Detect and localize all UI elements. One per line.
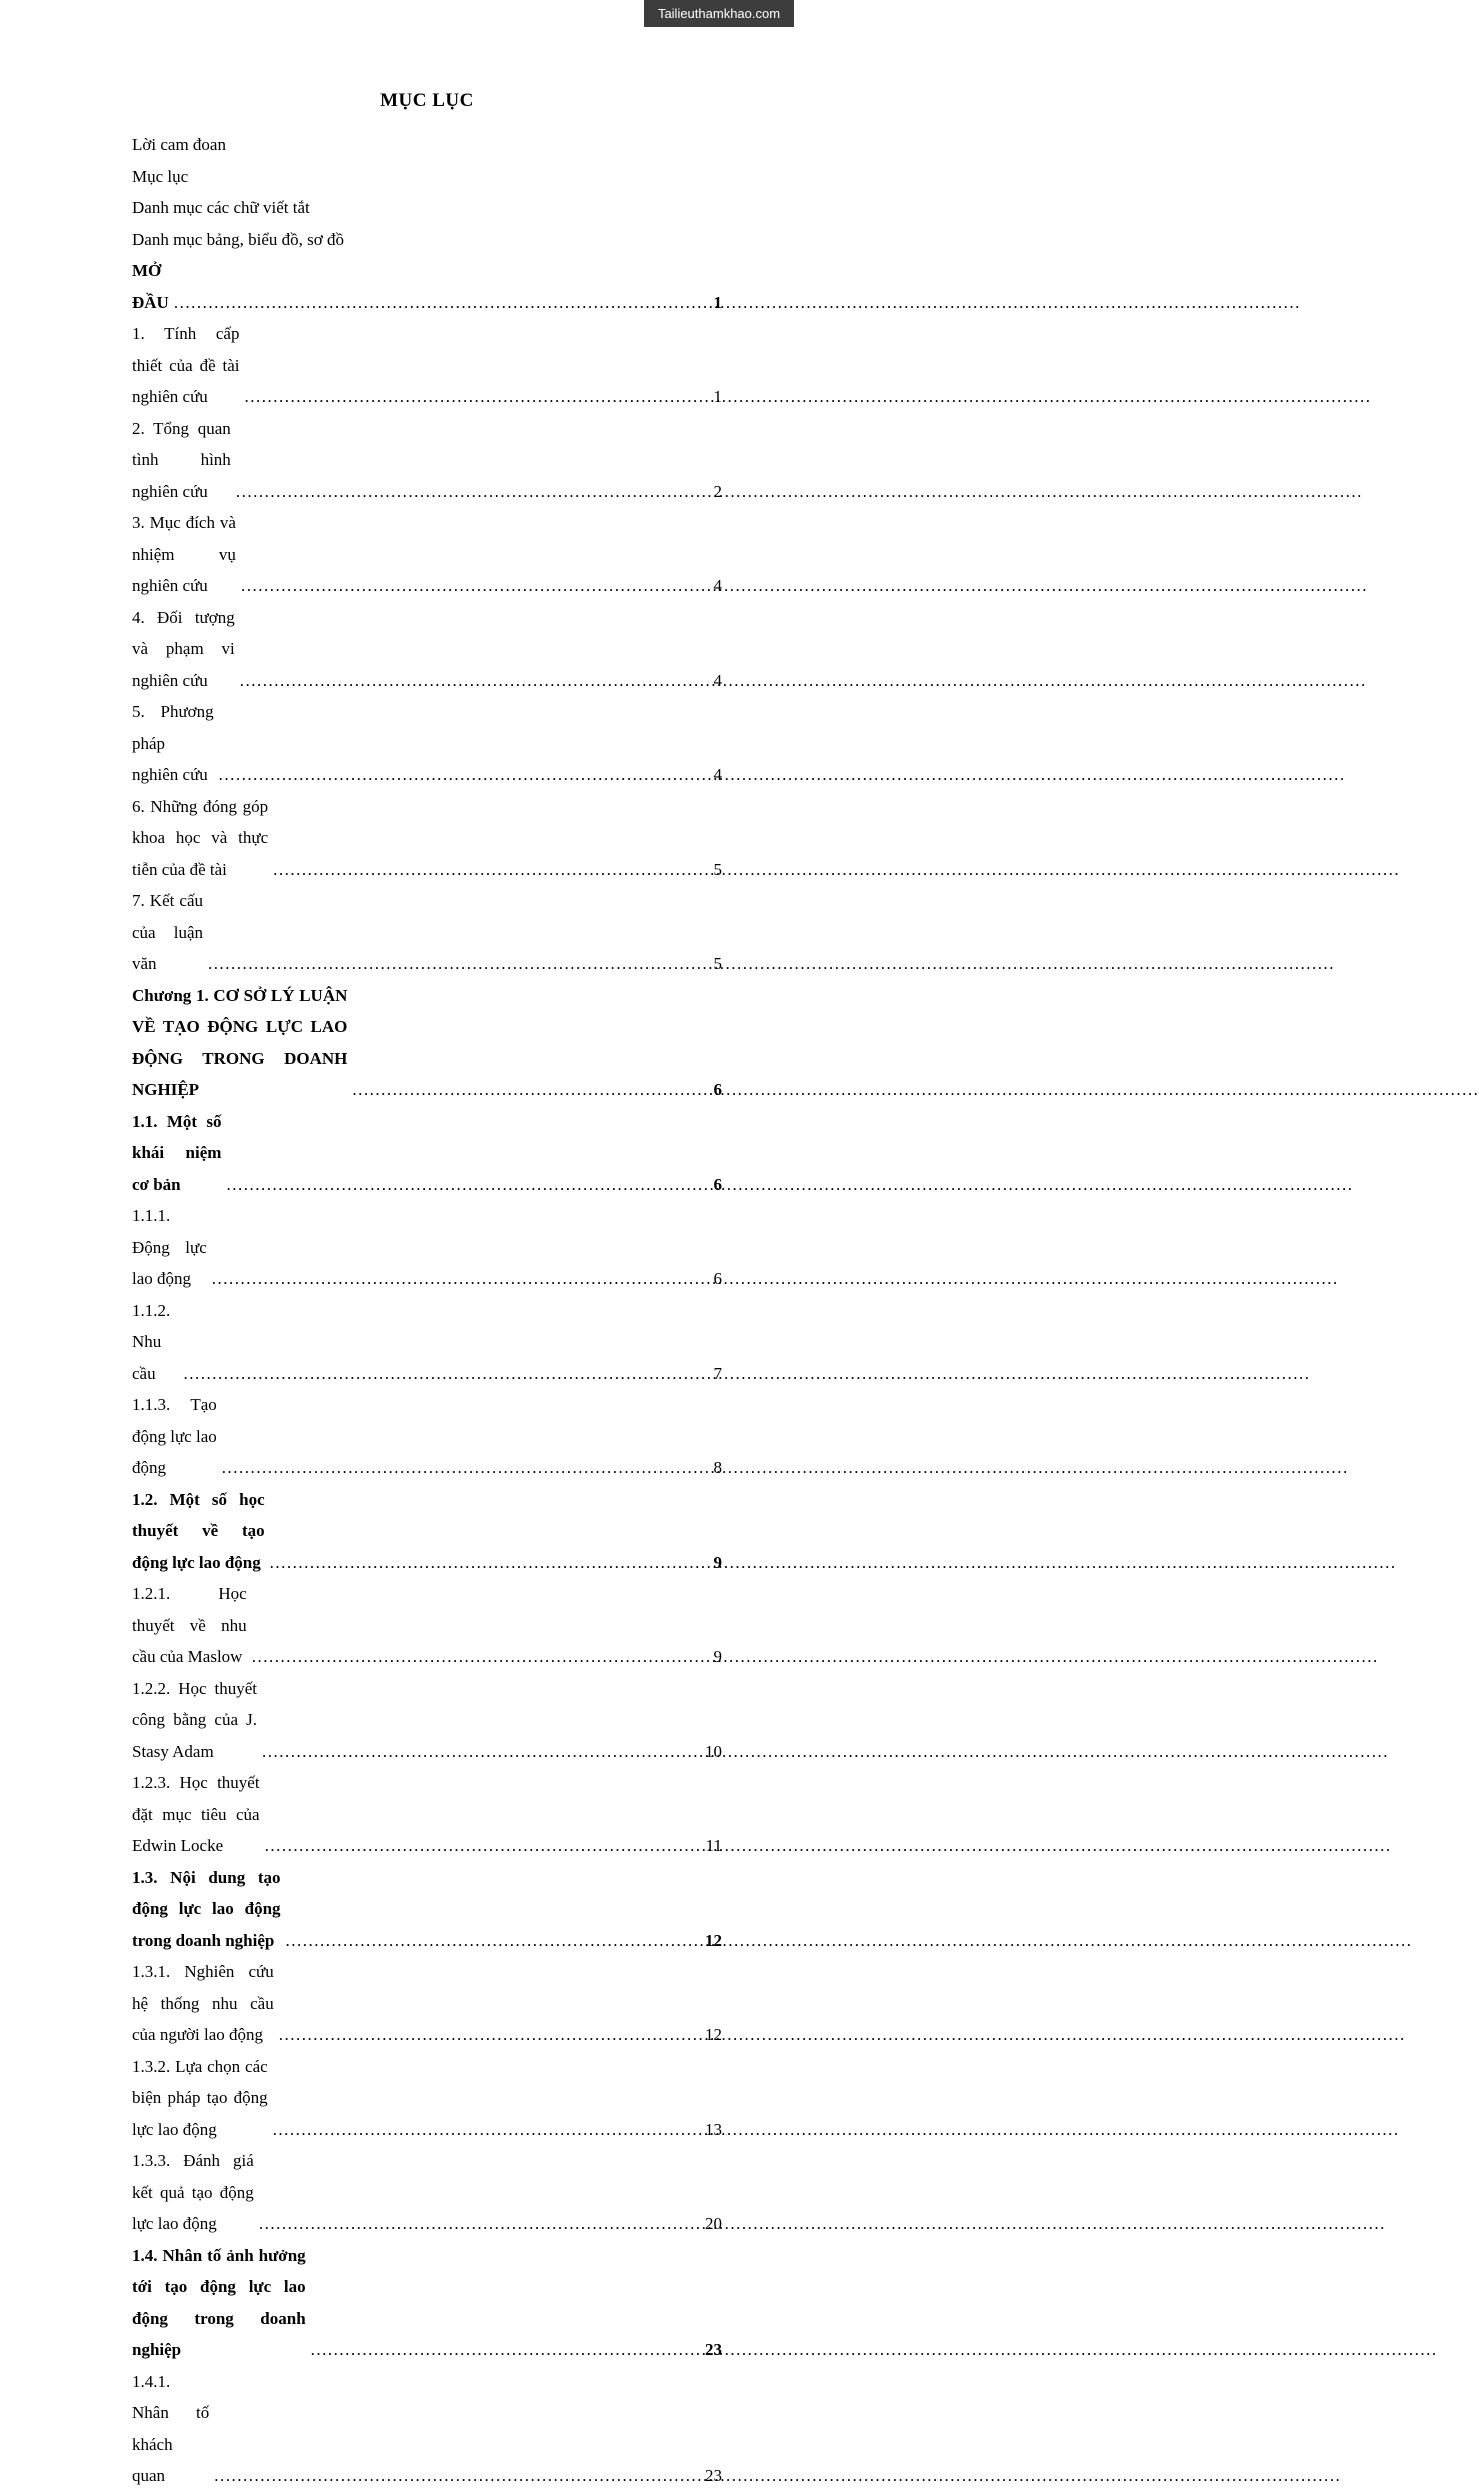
dot-leader (208, 948, 710, 980)
toc-entry (132, 224, 722, 256)
toc-entry-text: 7. Kết cấu của luận văn (132, 891, 203, 973)
toc-entry-text: 2. Tổng quan tình hình nghiên cứu (132, 418, 231, 501)
toc-entry-text: 3. Mục đích và nhiệm vụ nghiên cứu (132, 513, 236, 595)
dot-leader (273, 2114, 701, 2146)
toc-entry (132, 602, 722, 697)
page-title: MỤC LỤC (380, 90, 474, 111)
toc-entry (132, 161, 722, 193)
toc-entry (132, 507, 722, 602)
toc-entry-text: 5. Phương pháp nghiên cứu (132, 702, 214, 784)
toc-entry-text: Mục lục (132, 166, 189, 186)
dot-leader (279, 2019, 701, 2051)
toc-entry-page: 2 (713, 481, 722, 501)
toc-list (132, 129, 722, 2492)
toc-entry (132, 129, 722, 161)
toc-entry-text: 1.3.2. Lựa chọn các biện pháp tạo động lực lao động (132, 2056, 268, 2139)
toc-entry-page: 5 (713, 859, 722, 879)
dot-leader (311, 2334, 701, 2366)
toc-entry-text: 1.1.2. Nhu cầu (132, 1300, 171, 1383)
toc-entry-page: 9 (713, 1647, 722, 1666)
dot-leader (236, 476, 710, 508)
toc-entry-text: 4. Đối tượng và phạm vi nghiên cứu (132, 607, 235, 690)
toc-entry (132, 2051, 722, 2146)
dot-leader (219, 759, 710, 791)
toc-entry-page: 7 (713, 1363, 722, 1383)
toc-entry-text: 6. Những đóng góp khoa học và thực tiễn của đề tài (132, 796, 269, 879)
toc-entry-text: 1.2. Một số học thuyết về tạo động lực lao động (132, 1489, 265, 1572)
toc-entry-text: 1.3.3. Đánh giá kết quả tạo động lực lao động (132, 2151, 254, 2233)
toc-entry-page: 12 (705, 1930, 722, 1950)
toc-entry (132, 2366, 722, 2492)
dot-leader (265, 1830, 702, 1862)
dot-leader (212, 1263, 710, 1295)
toc-entry (132, 255, 722, 318)
toc-entry (132, 980, 722, 1106)
dot-leader (352, 1074, 709, 1106)
toc-entry (132, 1673, 722, 1768)
toc-entry-page: 23 (705, 2466, 722, 2485)
toc-entry-text: Danh mục các chữ viết tắt (132, 198, 310, 217)
toc-entry-page: 6 (713, 1080, 722, 1099)
toc-entry (132, 1956, 722, 2051)
toc-entry-page: 4 (713, 765, 722, 784)
dot-leader (252, 1641, 710, 1673)
dot-leader (222, 1452, 710, 1484)
toc-entry-page: 13 (705, 2119, 722, 2139)
toc-entry (132, 2240, 722, 2366)
dot-leader (184, 1358, 710, 1390)
toc-entry-page: 1 (713, 387, 722, 406)
dot-leader (226, 1169, 709, 1201)
toc-entry (132, 1767, 722, 1862)
dot-leader (244, 381, 709, 413)
toc-entry-text: 1.2.3. Học thuyết đặt mục tiêu của Edwin Locke (132, 1773, 260, 1855)
toc-entry-text: Chương 1. CƠ SỞ LÝ LUẬN VỀ TẠO ĐỘNG LỰC LAO ĐỘNG TRONG DOANH NGHIỆP (132, 985, 348, 1099)
toc-entry (132, 1578, 722, 1673)
toc-entry-text: Lời cam đoan (132, 135, 226, 154)
toc-entry-text: 1.3.1. Nghiên cứu hệ thống nhu cầu của người lao động (132, 1962, 274, 2044)
toc-entry (132, 413, 722, 508)
toc-entry-page: 6 (713, 1174, 722, 1194)
dot-leader (259, 2208, 701, 2240)
toc-entry (132, 1106, 722, 1201)
dot-leader (174, 287, 710, 319)
toc-entry (132, 192, 722, 224)
toc-entry (132, 1389, 722, 1484)
toc-entry-text: 1. Tính cấp thiết của đề tài nghiên cứu (132, 324, 240, 406)
toc-entry (132, 1484, 722, 1579)
toc-entry (132, 1862, 722, 1957)
toc-entry-text: Danh mục bảng, biểu đồ, sơ đồ (132, 229, 345, 249)
toc-entry (132, 791, 722, 886)
dot-leader (273, 854, 709, 886)
toc-entry (132, 885, 722, 980)
dot-leader (286, 1925, 701, 1957)
dot-leader (241, 570, 710, 602)
toc-entry-text: 1.2.2. Học thuyết công bằng của J. Stasy Adam (132, 1678, 258, 1761)
toc-entry (132, 1295, 722, 1390)
watermark-label: Tailieuthamkhao.com (657, 6, 781, 21)
toc-entry-text: 1.3. Nội dung tạo động lực lao động trong doanh nghiệp (132, 1867, 281, 1950)
toc-entry-text: 1.4.1. Nhân tố khách quan (132, 2371, 210, 2485)
toc-entry-page: 8 (713, 1458, 722, 1477)
toc-entry-page: 4 (713, 670, 722, 690)
toc-entry-page: 5 (713, 954, 722, 973)
toc-entry-text: 1.1.3. Tạo động lực lao động (132, 1395, 217, 1477)
toc-entry (132, 1200, 722, 1295)
dot-leader (214, 2460, 701, 2492)
watermark-banner (644, 0, 794, 27)
toc-entry (132, 696, 722, 791)
toc-entry-text: 1.1.1. Động lực lao động (132, 1206, 207, 1288)
toc-entry-page: 6 (713, 1269, 722, 1288)
toc-entry-text: 1.2.1. Học thuyết về nhu cầu của Maslow (132, 1584, 247, 1666)
dot-leader (240, 665, 710, 697)
toc-entry-page: 4 (713, 576, 722, 595)
toc-entry (132, 318, 722, 413)
toc-entry-page: 20 (705, 2214, 722, 2233)
toc-entry-text: MỞ ĐẦU (132, 261, 169, 312)
toc-entry-page: 10 (705, 1741, 722, 1761)
toc-entry-page: 23 (705, 2340, 722, 2359)
toc-entry-text: 1.4. Nhân tố ảnh hưởng tới tạo động lực lao động trong doanh nghiệp (132, 2245, 306, 2359)
toc-entry-text: 1.1. Một số khái niệm cơ bản (132, 1111, 222, 1194)
dot-leader (270, 1547, 710, 1579)
toc-entry-page: 11 (705, 1836, 722, 1855)
document-page (132, 90, 722, 2492)
toc-entry-page: 12 (705, 2025, 722, 2044)
toc-entry-page: 9 (713, 1552, 722, 1572)
toc-entry (132, 2145, 722, 2240)
toc-entry-page: 1 (713, 292, 722, 312)
dot-leader (262, 1736, 701, 1768)
